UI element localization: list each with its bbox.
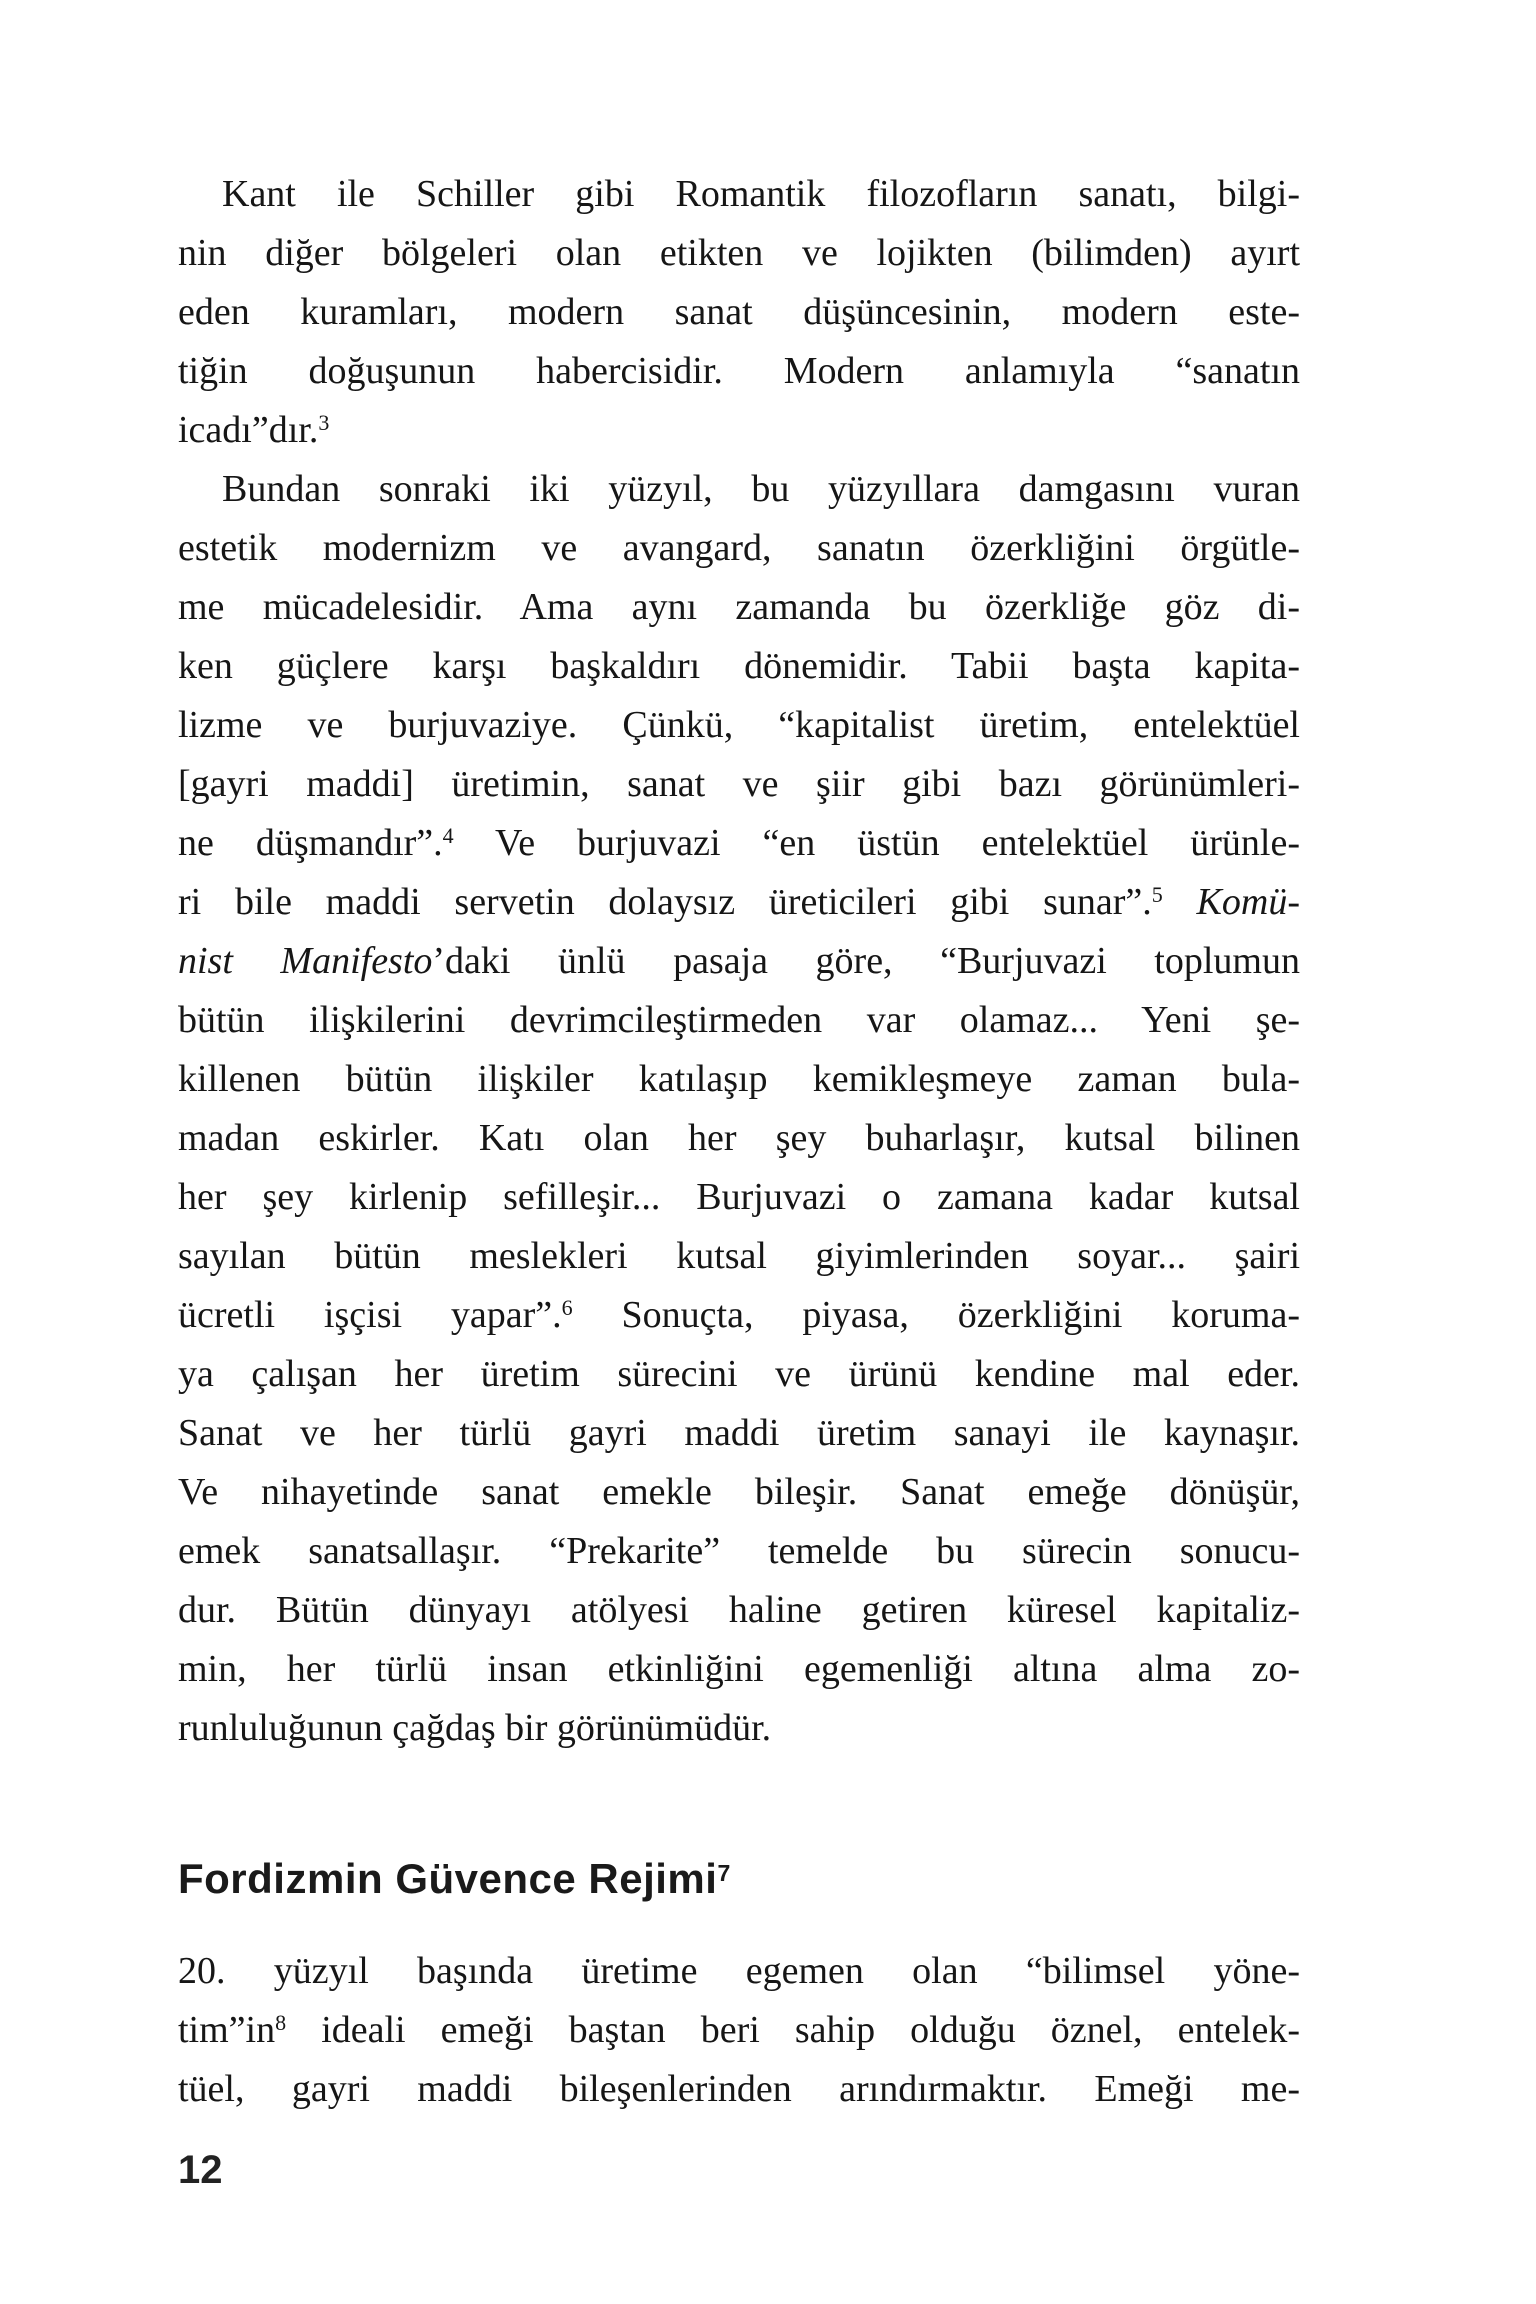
text-segment: ne düşmandır”. [178,822,443,864]
paragraph [178,165,1300,460]
text-segment: eden kuramları, modern sanat düşüncesinin, modern este- [178,291,1300,333]
text-line [178,932,1300,991]
text-segment: me mücadelesidir. Ama aynı zamanda bu özerkliğe göz di- [178,586,1300,628]
footnote-ref: 7 [717,1860,731,1887]
text-line [178,637,1300,696]
text-line [178,519,1300,578]
text-line [178,1050,1300,1109]
text-line [178,460,1300,519]
text-line [178,1109,1300,1168]
text-segment: estetik modernizm ve avangard, sanatın özerkliğini örgütle- [178,527,1300,569]
text-line [178,1522,1300,1581]
text-segment: runluluğunun çağdaş bir görünümüdür. [178,1707,772,1749]
body-text [178,165,1300,1758]
text-segment: ken güçlere karşı başkaldırı dönemidir. Tabii başta kapita- [178,645,1300,687]
text-line [178,1168,1300,1227]
text-segment: bütün ilişkilerini devrimcileştirmeden var olamaz... Yeni şe- [178,999,1300,1041]
text-line [178,1699,1300,1758]
text-segment: ideali emeği baştan beri sahip olduğu öznel, entelek- [286,2009,1300,2051]
text-segment: tüel, gayri maddi bileşenlerinden arındırmaktır. Emeği me- [178,2068,1300,2110]
text-line [178,814,1300,873]
text-segment: lizme ve burjuvaziye. Çünkü, “kapitalist üretim, entelektüel [178,704,1300,746]
text-line [178,991,1300,1050]
section-heading-text: Fordizmin Güvence Rejimi [178,1855,718,1902]
text-line [178,696,1300,755]
text-line [178,1286,1300,1345]
text-line [178,165,1300,224]
text-line [178,1640,1300,1699]
text-line [178,342,1300,401]
text-segment: dur. Bütün dünyayı atölyesi haline getiren küresel kapitaliz- [178,1589,1300,1631]
text-line [178,578,1300,637]
footnote-ref: 6 [561,1294,573,1320]
text-segment: Bundan sonraki iki yüzyıl, bu yüzyıllara damgasını vuran [222,468,1300,510]
text-line [178,1345,1300,1404]
text-segment: 20. yüzyıl başında üretime egemen olan “bilimsel yöne- [178,1950,1300,1992]
footnote-ref: 5 [1151,881,1163,907]
text-segment: her şey kirlenip sefilleşir... Burjuvazi o zamana kadar kutsal [178,1176,1300,1218]
page-number: 12 [178,2148,223,2192]
text-segment: emek sanatsallaşır. “Prekarite” temelde bu sürecin sonucu- [178,1530,1300,1572]
text-line [178,755,1300,814]
footnote-ref: 3 [318,409,330,435]
text-segment: Sanat ve her türlü gayri maddi üretim sanayi ile kaynaşır. [178,1412,1300,1454]
text-segment: icadı”dır. [178,409,319,451]
text-line [178,283,1300,342]
text-line [178,401,1300,460]
text-segment: Sonuçta, piyasa, özerkliğini koruma- [572,1294,1300,1336]
text-segment: [gayri maddi] üretimin, sanat ve şiir gibi bazı görünümleri- [178,763,1300,805]
text-segment: Kant ile Schiller gibi Romantik filozofların sanatı, bilgi- [222,173,1300,215]
text-segment: ya çalışan her üretim sürecini ve ürünü kendine mal eder. [178,1353,1300,1395]
text-line [178,1581,1300,1640]
text-segment: Ve burjuvazi “en üstün entelektüel ürünle- [453,822,1300,864]
text-segment: sayılan bütün meslekleri kutsal giyimlerinden soyar... şairi [178,1235,1300,1277]
section-heading [178,1855,731,1902]
text-line [178,873,1300,932]
footnote-ref: 4 [442,822,454,848]
text-segment: Ve nihayetinde sanat emekle bileşir. Sanat emeğe dönüşür, [178,1471,1300,1513]
text-segment: min, her türlü insan etkinliğini egemenliği altına alma zo- [178,1648,1300,1690]
text-segment: ücretli işçisi yapar”. [178,1294,562,1336]
text-line [178,2060,1300,2119]
text-line [178,1227,1300,1286]
text-segment: killenen bütün ilişkiler katılaşıp kemikleşmeye zaman bula- [178,1058,1300,1100]
text-segment: ri bile maddi servetin dolaysız üreticileri gibi sunar”. [178,881,1152,923]
emphasis-text: nist Manifesto [178,940,433,982]
text-segment: tiğin doğuşunun habercisidir. Modern anlamıyla “sanatın [178,350,1300,392]
emphasis-text: Komü- [1196,881,1300,923]
text-segment: ’daki ünlü pasaja göre, “Burjuvazi toplumun [432,940,1300,982]
body-text-after-heading [178,1942,1300,2119]
text-segment: nin diğer bölgeleri olan etikten ve lojikten (bilimden) ayırt [178,232,1300,274]
text-segment: tim”in [178,2009,276,2051]
text-line [178,2001,1300,2060]
text-line [178,1463,1300,1522]
text-segment: madan eskirler. Katı olan her şey buharlaşır, kutsal bilinen [178,1117,1300,1159]
text-line [178,1404,1300,1463]
text-line [178,1942,1300,2001]
text-segment [1163,881,1197,923]
paragraph [178,460,1300,1758]
paragraph [178,1942,1300,2119]
text-line [178,224,1300,283]
footnote-ref: 8 [275,2009,287,2035]
